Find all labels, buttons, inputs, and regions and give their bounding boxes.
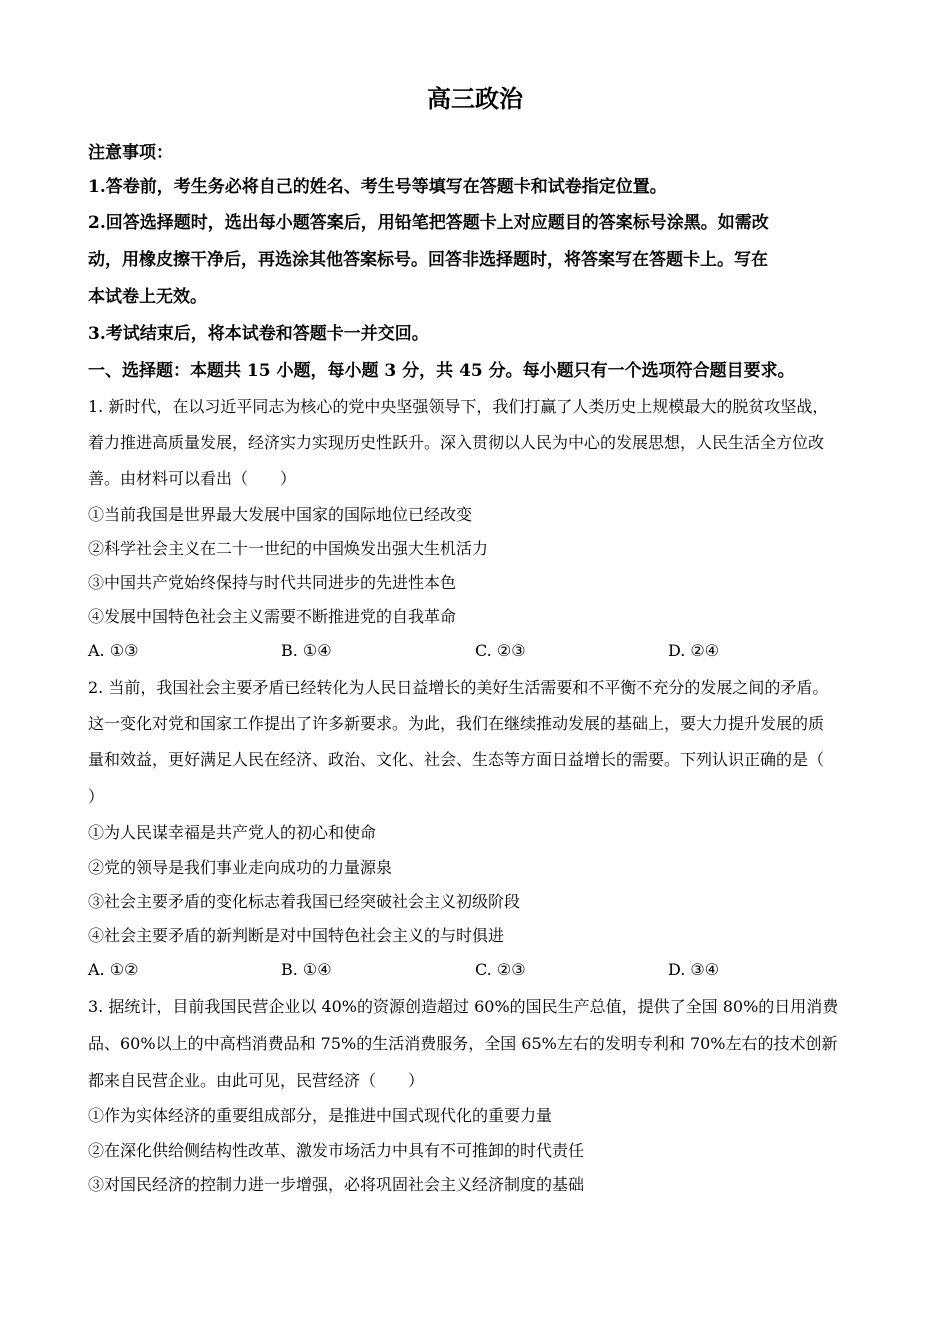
notice-item-1: 1.答卷前，考生务必将自己的姓名、考生号等填写在答题卡和试卷指定位置。 (88, 177, 667, 197)
question-1-options (88, 640, 868, 662)
question-2-option-b[interactable]: B. ①④ (281, 960, 332, 979)
question-3-line-3: 都来自民营企业。由此可见，民营经济（ ） (88, 1071, 425, 1090)
question-2-line-1: 2. 当前，我国社会主要矛盾已经转化为人民日益增长的美好生活需要和不平衡不充分的发展之间的矛盾。 (88, 678, 829, 697)
question-3-line-1: 3. 据统计，目前我国民营企业以 40%的资源创造超过 60%的国民生产总值，提供了全国 80%的日用消费 (88, 997, 839, 1016)
question-3-statement-2: ②在深化供给侧结构性改革、激发市场活力中具有不可推卸的时代责任 (88, 1141, 585, 1160)
question-2-option-d[interactable]: D. ③④ (668, 960, 720, 979)
notice-heading: 注意事项： (88, 143, 173, 163)
notice-item-2-line-2: 动，用橡皮擦干净后，再选涂其他答案标号。回答非选择题时，将答案写在答题卡上。写在 (88, 250, 768, 270)
question-1-statement-4: ④发展中国特色社会主义需要不断推进党的自我革命 (88, 607, 457, 626)
question-2-option-a[interactable]: A. ①② (88, 960, 139, 979)
question-2-statement-3: ③社会主要矛盾的变化标志着我国已经突破社会主义初级阶段 (88, 892, 521, 911)
question-1-statement-1: ①当前我国是世界最大发展中国家的国际地位已经改变 (88, 505, 473, 524)
notice-item-2-line-3: 本试卷上无效。 (88, 287, 207, 307)
question-1-statement-3: ③中国共产党始终保持与时代共同进步的先进性本色 (88, 573, 457, 592)
question-2-option-c[interactable]: C. ②③ (475, 960, 526, 979)
question-2-statement-2: ②党的领导是我们事业走向成功的力量源泉 (88, 858, 393, 877)
notice-item-2-line-1: 2.回答选择题时，选出每小题答案后，用铅笔把答题卡上对应题目的答案标号涂黑。如需改 (88, 213, 769, 233)
question-1-option-c[interactable]: C. ②③ (475, 641, 526, 660)
question-2-statement-1: ①为人民谋幸福是共产党人的初心和使命 (88, 823, 377, 842)
question-3-line-2: 品、60%以上的中高档消费品和 75%的生活消费服务，全国 65%左右的发明专利和 70%左右的技术创新 (88, 1034, 838, 1053)
question-2-statement-4: ④社会主要矛盾的新判断是对中国特色社会主义的与时俱进 (88, 926, 505, 945)
question-2-line-2: 这一变化对党和国家工作提出了许多新要求。为此，我们在继续推动发展的基础上，要大力提升发展的质 (88, 714, 825, 733)
question-1-option-a[interactable]: A. ①③ (88, 641, 139, 660)
question-1-option-b[interactable]: B. ①④ (281, 641, 332, 660)
question-1-line-1: 1. 新时代，在以习近平同志为核心的党中央坚强领导下，我们打赢了人类历史上规模最大的脱贫攻坚战， (88, 397, 829, 416)
question-3-statement-1: ①作为实体经济的重要组成部分，是推进中国式现代化的重要力量 (88, 1106, 553, 1125)
question-2-options (88, 959, 868, 981)
page-title: 高三政治 (427, 84, 523, 113)
question-1-line-3: 善。由材料可以看出（ ） (88, 469, 297, 488)
question-1-statement-2: ②科学社会主义在二十一世纪的中国焕发出强大生机活力 (88, 539, 489, 558)
question-1-option-d[interactable]: D. ②④ (668, 641, 720, 660)
notice-item-3: 3.考试结束后，将本试卷和答题卡一并交回。 (88, 324, 429, 344)
question-2-line-4: ） (88, 787, 105, 806)
question-1-line-2: 着力推进高质量发展，经济实力实现历史性跃升。深入贯彻以人民为中心的发展思想，人民生活全方位改 (88, 433, 825, 452)
question-2-line-3: 量和效益，更好满足人民在经济、政治、文化、社会、生态等方面日益增长的需要。下列认识正确的是（ (88, 750, 825, 769)
section-heading: 一、选择题：本题共 15 小题，每小题 3 分，共 45 分。每小题只有一个选项符合题目要求。 (88, 361, 795, 381)
question-3-statement-3: ③对国民经济的控制力进一步增强，必将巩固社会主义经济制度的基础 (88, 1175, 585, 1194)
